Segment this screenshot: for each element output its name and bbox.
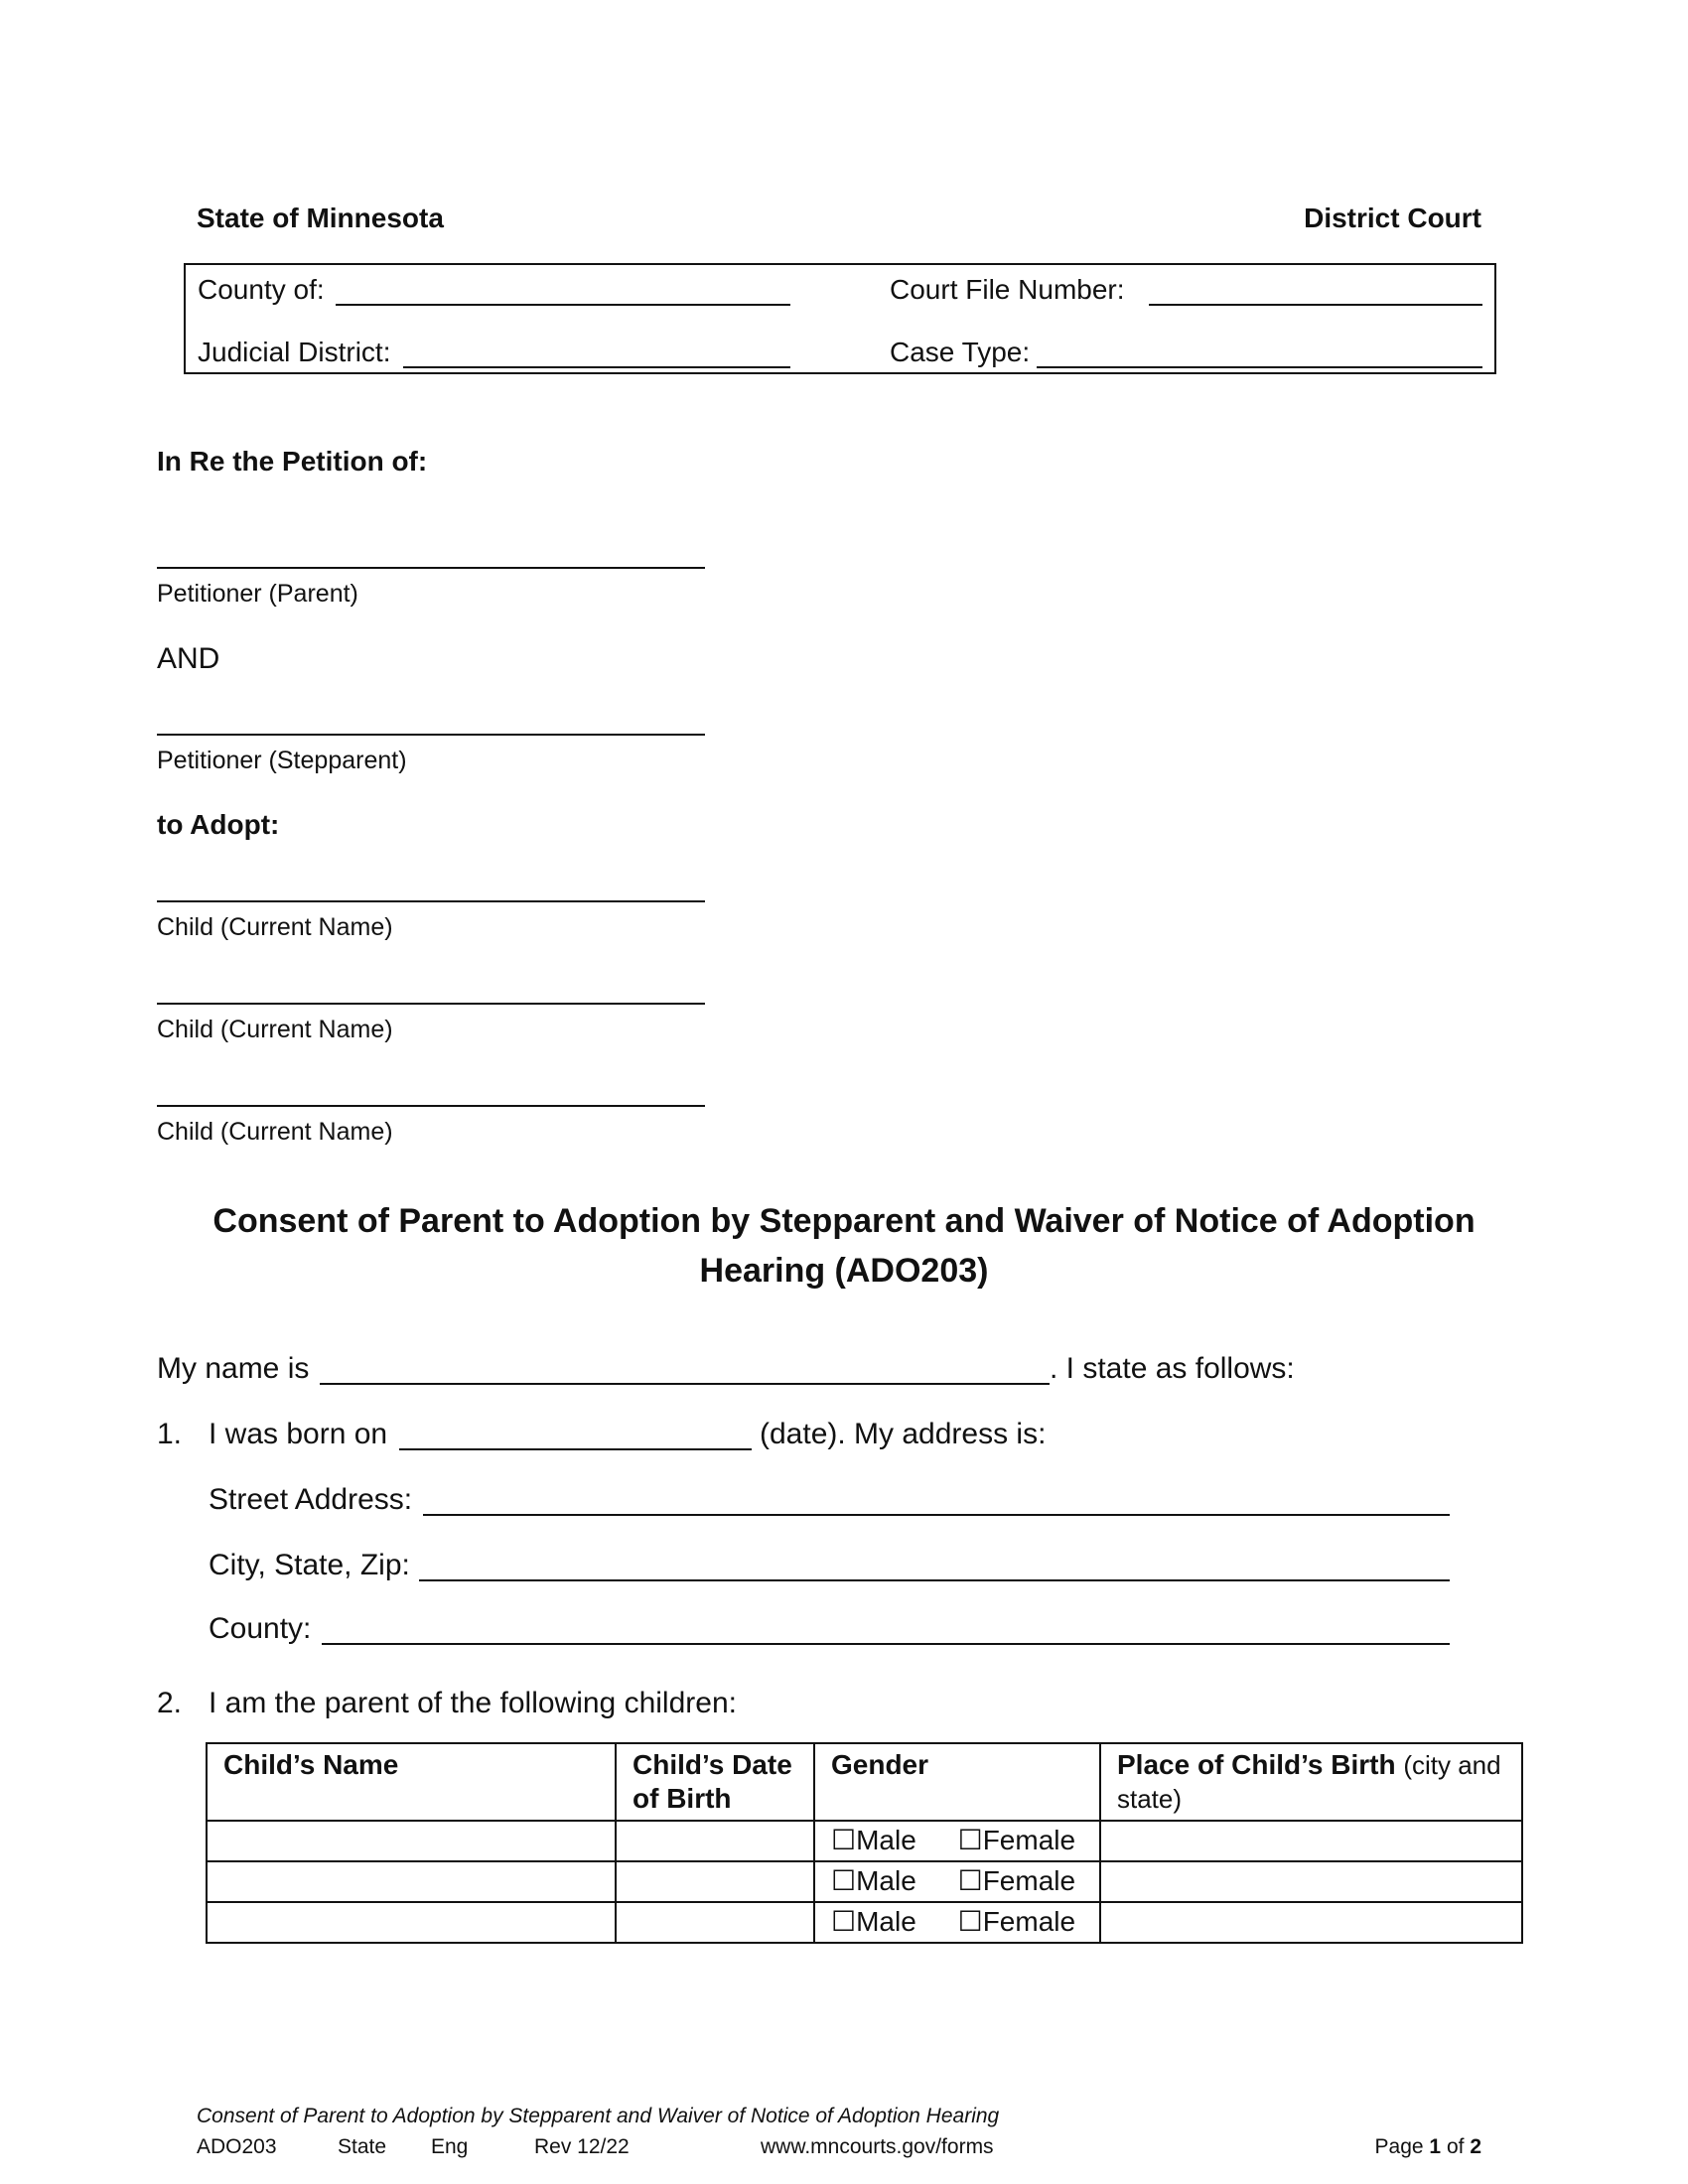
children-intro-text: I am the parent of the following children: — [209, 1687, 737, 1719]
county-address-field[interactable] — [322, 1643, 1450, 1645]
state-as-follows-text: . I state as follows: — [1050, 1352, 1295, 1385]
county-address-label: County: — [209, 1612, 312, 1645]
court-file-number-field[interactable] — [1149, 304, 1482, 306]
case-type-label: Case Type: — [890, 337, 1031, 367]
street-address-label: Street Address: — [209, 1483, 413, 1516]
county-field[interactable] — [336, 304, 790, 306]
child-dob-cell[interactable] — [616, 1902, 814, 1943]
table-header-row — [207, 1743, 1522, 1821]
to-adopt-heading: to Adopt: — [157, 809, 280, 840]
form-title-line-1: Consent of Parent to Adoption by Stepparent and Waiver of Notice of Adoption — [212, 1202, 1476, 1240]
checkbox-icon: ☐ — [957, 1906, 983, 1937]
child-name-field-1[interactable] — [157, 900, 705, 902]
table-row — [207, 1861, 1522, 1902]
court-name: District Court — [1304, 203, 1481, 233]
child-dob-cell[interactable] — [616, 1861, 814, 1902]
footer-language: Eng — [431, 2135, 469, 2158]
gender-cell — [814, 1902, 1100, 1943]
child-name-field-2[interactable] — [157, 1003, 705, 1005]
child-label-3: Child (Current Name) — [157, 1118, 393, 1146]
item-2-number: 2. — [157, 1687, 183, 1719]
county-label: County of: — [198, 274, 325, 305]
col-header-dob: Child’s Date of Birth — [616, 1743, 814, 1821]
footer-revision: Rev 12/22 — [534, 2135, 630, 2158]
my-name-field[interactable] — [320, 1383, 1050, 1385]
petitioner-stepparent-field[interactable] — [157, 734, 705, 736]
petitioner-parent-field[interactable] — [157, 567, 705, 569]
male-checkbox[interactable]: ☐Male — [831, 1825, 916, 1855]
gender-cell — [814, 1821, 1100, 1861]
birth-place-cell[interactable] — [1100, 1861, 1522, 1902]
and-text: AND — [157, 642, 220, 675]
child-name-cell[interactable] — [207, 1821, 616, 1861]
col-header-name: Child’s Name — [207, 1743, 616, 1821]
checkbox-icon: ☐ — [831, 1865, 857, 1896]
male-checkbox[interactable]: ☐Male — [831, 1865, 916, 1896]
date-address-text: (date). My address is: — [760, 1418, 1047, 1450]
petitioner-stepparent-label: Petitioner (Stepparent) — [157, 747, 407, 774]
birth-place-cell[interactable] — [1100, 1902, 1522, 1943]
footer-website[interactable]: www.mncourts.gov/forms — [761, 2135, 994, 2158]
table-row — [207, 1902, 1522, 1943]
in-re-heading: In Re the Petition of: — [157, 446, 428, 477]
child-name-field-3[interactable] — [157, 1105, 705, 1107]
female-checkbox[interactable]: ☐Female — [957, 1906, 1076, 1937]
footer-form-title: Consent of Parent to Adoption by Stepparent and Waiver of Notice of Adoption Hearing — [197, 2105, 1000, 2127]
footer-form-code: ADO203 — [197, 2135, 277, 2158]
table-row — [207, 1821, 1522, 1861]
child-label-1: Child (Current Name) — [157, 913, 393, 941]
petitioner-parent-label: Petitioner (Parent) — [157, 580, 358, 608]
col-header-place: Place of Child’s Birth (city and state) — [1100, 1743, 1522, 1821]
birth-place-cell[interactable] — [1100, 1821, 1522, 1861]
item-1-number: 1. — [157, 1418, 183, 1450]
state-name: State of Minnesota — [197, 203, 444, 233]
female-checkbox[interactable]: ☐Female — [957, 1865, 1076, 1896]
checkbox-icon: ☐ — [957, 1825, 983, 1855]
street-address-field[interactable] — [423, 1514, 1450, 1516]
judicial-district-field[interactable] — [403, 366, 790, 368]
checkbox-icon: ☐ — [957, 1865, 983, 1896]
city-state-zip-label: City, State, Zip: — [209, 1549, 410, 1581]
gender-cell — [814, 1861, 1100, 1902]
judicial-district-label: Judicial District: — [198, 337, 391, 367]
checkbox-icon: ☐ — [831, 1906, 857, 1937]
city-state-zip-field[interactable] — [419, 1579, 1450, 1581]
child-name-cell[interactable] — [207, 1861, 616, 1902]
birth-date-field[interactable] — [399, 1448, 752, 1450]
footer-jurisdiction: State — [338, 2135, 387, 2158]
child-name-cell[interactable] — [207, 1902, 616, 1943]
born-on-label: I was born on — [209, 1418, 388, 1450]
footer-page-number: Page 1 of 2 — [1374, 2135, 1481, 2158]
female-checkbox[interactable]: ☐Female — [957, 1825, 1076, 1855]
my-name-label: My name is — [157, 1352, 310, 1385]
case-type-field[interactable] — [1037, 366, 1482, 368]
male-checkbox[interactable]: ☐Male — [831, 1906, 916, 1937]
court-file-number-label: Court File Number: — [890, 274, 1125, 305]
form-title — [149, 1196, 1539, 1296]
form-title-line-2: Hearing (ADO203) — [699, 1252, 989, 1290]
col-header-gender: Gender — [814, 1743, 1100, 1821]
child-dob-cell[interactable] — [616, 1821, 814, 1861]
children-table — [206, 1742, 1523, 1944]
child-label-2: Child (Current Name) — [157, 1016, 393, 1043]
checkbox-icon: ☐ — [831, 1825, 857, 1855]
